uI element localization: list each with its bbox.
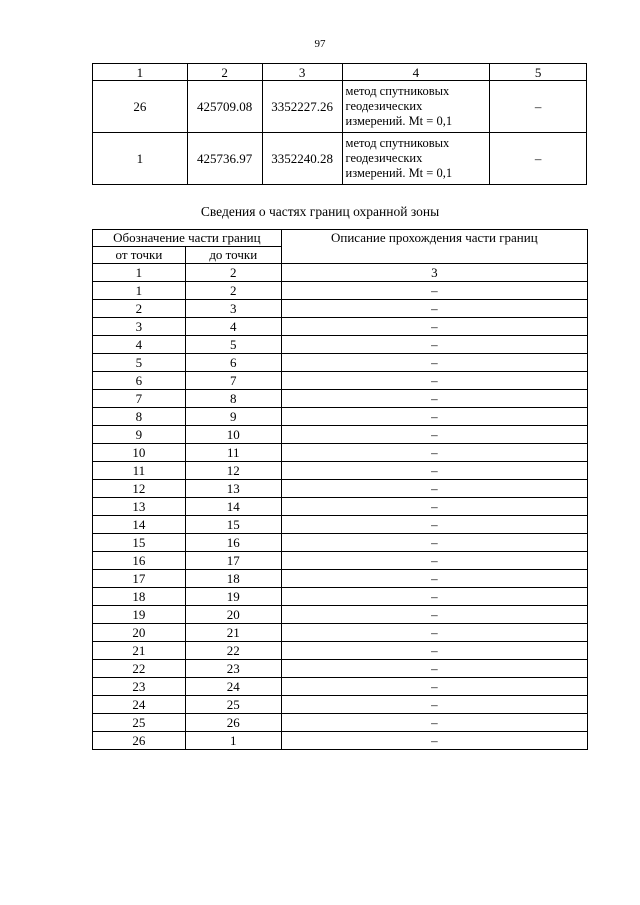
description-cell: – [281, 516, 587, 534]
to-point-cell: 10 [185, 426, 281, 444]
from-point-cell: 10 [93, 444, 186, 462]
from-point-cell: 19 [93, 606, 186, 624]
column-number-cell: 3 [281, 264, 587, 282]
y-coordinate-cell: 3352240.28 [262, 133, 342, 185]
description-cell: – [281, 714, 587, 732]
to-point-cell: 16 [185, 534, 281, 552]
from-point-cell: 18 [93, 588, 186, 606]
to-point-cell: 13 [185, 480, 281, 498]
from-point-cell: 6 [93, 372, 186, 390]
from-point-cell: 5 [93, 354, 186, 372]
table-row [93, 300, 588, 318]
description-cell: – [281, 444, 587, 462]
to-point-cell: 17 [185, 552, 281, 570]
to-point-cell: 26 [185, 714, 281, 732]
from-point-cell: 11 [93, 462, 186, 480]
col5-cell: – [490, 81, 587, 133]
description-cell: – [281, 642, 587, 660]
from-point-cell: 1 [93, 282, 186, 300]
method-line: метод спутниковых [345, 84, 450, 98]
table-row [93, 336, 588, 354]
column-number-1: 1 [93, 64, 188, 81]
description-cell: – [281, 282, 587, 300]
description-cell: – [281, 570, 587, 588]
column-numbers-row [93, 264, 588, 282]
table-row [93, 660, 588, 678]
table-row [93, 570, 588, 588]
description-cell: – [281, 480, 587, 498]
description-cell: – [281, 354, 587, 372]
table-row [93, 480, 588, 498]
from-point-cell: 16 [93, 552, 186, 570]
to-point-cell: 21 [185, 624, 281, 642]
table-row [93, 732, 588, 750]
header-to-cell: до точки [185, 247, 281, 264]
table-row [93, 642, 588, 660]
description-cell: – [281, 426, 587, 444]
section-title: Сведения о частях границ охранной зоны [200, 204, 440, 219]
from-point-cell: 12 [93, 480, 186, 498]
description-cell: – [281, 336, 587, 354]
table-row [93, 606, 588, 624]
method-line: геодезических [345, 151, 423, 165]
table-row [93, 133, 587, 185]
description-cell: – [281, 300, 587, 318]
to-point-cell: 3 [185, 300, 281, 318]
table-row [93, 354, 588, 372]
description-cell: – [281, 534, 587, 552]
to-point-cell: 4 [185, 318, 281, 336]
header-from-cell: от точки [93, 247, 186, 264]
table-row [93, 318, 588, 336]
table-row [93, 462, 588, 480]
column-number-cell: 2 [185, 264, 281, 282]
coordinates-table [92, 63, 587, 185]
from-point-cell: 9 [93, 426, 186, 444]
to-point-cell: 8 [185, 390, 281, 408]
to-point-cell: 22 [185, 642, 281, 660]
to-point-cell: 24 [185, 678, 281, 696]
method-line: метод спутниковых [345, 136, 450, 150]
from-point-cell: 2 [93, 300, 186, 318]
from-point-cell: 14 [93, 516, 186, 534]
from-point-cell: 15 [93, 534, 186, 552]
table-row [93, 552, 588, 570]
table-row [93, 516, 588, 534]
to-point-cell: 12 [185, 462, 281, 480]
point-cell: 1 [93, 133, 188, 185]
description-cell: – [281, 696, 587, 714]
to-point-cell: 6 [185, 354, 281, 372]
header-description-cell: Описание прохождения части границ [281, 230, 587, 264]
header-group-cell: Обозначение части границ [93, 230, 282, 247]
page-number: 97 [314, 38, 326, 50]
description-cell: – [281, 606, 587, 624]
x-coordinate-cell: 425736.97 [187, 133, 262, 185]
to-point-cell: 14 [185, 498, 281, 516]
description-cell: – [281, 660, 587, 678]
column-number-4: 4 [342, 64, 490, 81]
boundary-parts-table [92, 229, 588, 750]
point-cell: 26 [93, 81, 188, 133]
x-coordinate-cell: 425709.08 [187, 81, 262, 133]
to-point-cell: 19 [185, 588, 281, 606]
method-line: геодезических [345, 99, 423, 113]
to-point-cell: 11 [185, 444, 281, 462]
column-number-5: 5 [490, 64, 587, 81]
table-row [93, 282, 588, 300]
description-cell: – [281, 318, 587, 336]
to-point-cell: 18 [185, 570, 281, 588]
to-point-cell: 15 [185, 516, 281, 534]
description-cell: – [281, 372, 587, 390]
header-row [93, 230, 588, 247]
to-point-cell: 2 [185, 282, 281, 300]
from-point-cell: 4 [93, 336, 186, 354]
from-point-cell: 22 [93, 660, 186, 678]
description-cell: – [281, 624, 587, 642]
to-point-cell: 7 [185, 372, 281, 390]
to-point-cell: 20 [185, 606, 281, 624]
from-point-cell: 23 [93, 678, 186, 696]
table-row [93, 81, 587, 133]
from-point-cell: 26 [93, 732, 186, 750]
col5-cell: – [490, 133, 587, 185]
method-cell [342, 133, 490, 185]
column-number-2: 2 [187, 64, 262, 81]
description-cell: – [281, 462, 587, 480]
from-point-cell: 20 [93, 624, 186, 642]
from-point-cell: 25 [93, 714, 186, 732]
to-point-cell: 25 [185, 696, 281, 714]
method-line: измерений. Mt = 0,1 [345, 114, 453, 128]
table-row [93, 372, 588, 390]
from-point-cell: 17 [93, 570, 186, 588]
description-cell: – [281, 732, 587, 750]
from-point-cell: 8 [93, 408, 186, 426]
table-row [93, 444, 588, 462]
table-row [93, 678, 588, 696]
table-row [93, 696, 588, 714]
description-cell: – [281, 678, 587, 696]
description-cell: – [281, 390, 587, 408]
description-cell: – [281, 588, 587, 606]
table-row [93, 426, 588, 444]
from-point-cell: 7 [93, 390, 186, 408]
table-row [93, 714, 588, 732]
to-point-cell: 5 [185, 336, 281, 354]
from-point-cell: 24 [93, 696, 186, 714]
to-point-cell: 23 [185, 660, 281, 678]
from-point-cell: 21 [93, 642, 186, 660]
column-number-3: 3 [262, 64, 342, 81]
table-row [93, 390, 588, 408]
description-cell: – [281, 408, 587, 426]
description-cell: – [281, 552, 587, 570]
y-coordinate-cell: 3352227.26 [262, 81, 342, 133]
coordinates-header-row [93, 64, 587, 81]
from-point-cell: 3 [93, 318, 186, 336]
method-line: измерений. Mt = 0,1 [345, 166, 453, 180]
table-row [93, 588, 588, 606]
column-number-cell: 1 [93, 264, 186, 282]
from-point-cell: 13 [93, 498, 186, 516]
to-point-cell: 1 [185, 732, 281, 750]
table-row [93, 534, 588, 552]
table-row [93, 498, 588, 516]
table-row [93, 408, 588, 426]
method-cell [342, 81, 490, 133]
to-point-cell: 9 [185, 408, 281, 426]
table-row [93, 624, 588, 642]
description-cell: – [281, 498, 587, 516]
